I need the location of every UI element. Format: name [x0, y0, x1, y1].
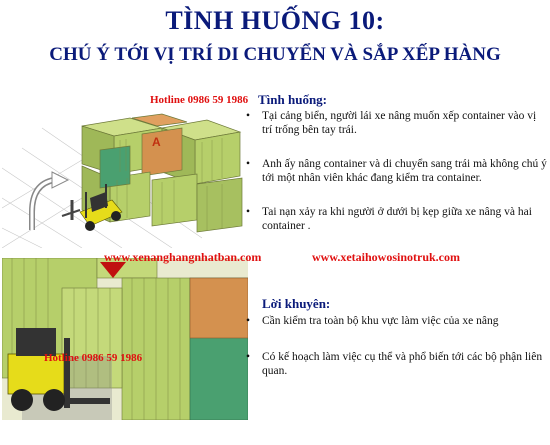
top-hotline: Hotline 0986 59 1986 — [150, 94, 249, 106]
website-right[interactable]: www.xetaihowosinotruk.com — [312, 250, 461, 264]
website-left[interactable]: www.xenanghangnhatban.com — [104, 250, 262, 264]
bullet-icon: • — [246, 315, 251, 327]
advice-item-1: • Cần kiểm tra toàn bộ khu vực làm việc của xe nâng — [246, 315, 499, 327]
bullet-icon: • — [246, 110, 251, 122]
situation-item-2: • Anh ấy nâng container và di chuyển sang trái mà không chú ý tới một nhân viên khác đang kiểm tra container. — [246, 158, 547, 184]
page-subtitle: CHÚ Ý TỚI VỊ TRÍ DI CHUYỂN VÀ SẮP XẾP HÀNG — [49, 44, 501, 65]
situation-heading: Tình huống: — [258, 92, 328, 107]
situation-item-1: • Tại cảng biển, người lái xe nâng muốn xếp container vào vị trí trống bên tay trái. — [246, 110, 537, 136]
top-illustration — [2, 88, 252, 248]
bullet-icon: • — [246, 351, 251, 363]
page-title: TÌNH HUỐNG 10: — [165, 6, 385, 35]
bullet-icon: • — [246, 158, 251, 170]
advice-heading: Lời khuyên: — [262, 296, 331, 311]
situation-item-3: • Tai nạn xảy ra khi người ở dưới bị kẹp giữa xe nâng và hai container . — [246, 206, 532, 232]
container-label: A — [152, 135, 161, 149]
bottom-hotline: Hotline 0986 59 1986 — [44, 352, 143, 364]
bottom-illustration — [2, 258, 251, 420]
bullet-icon: • — [246, 206, 251, 218]
advice-item-2: • Có kế hoạch làm việc cụ thể và phổ biến tới các bộ phận liên quan. — [246, 351, 543, 377]
